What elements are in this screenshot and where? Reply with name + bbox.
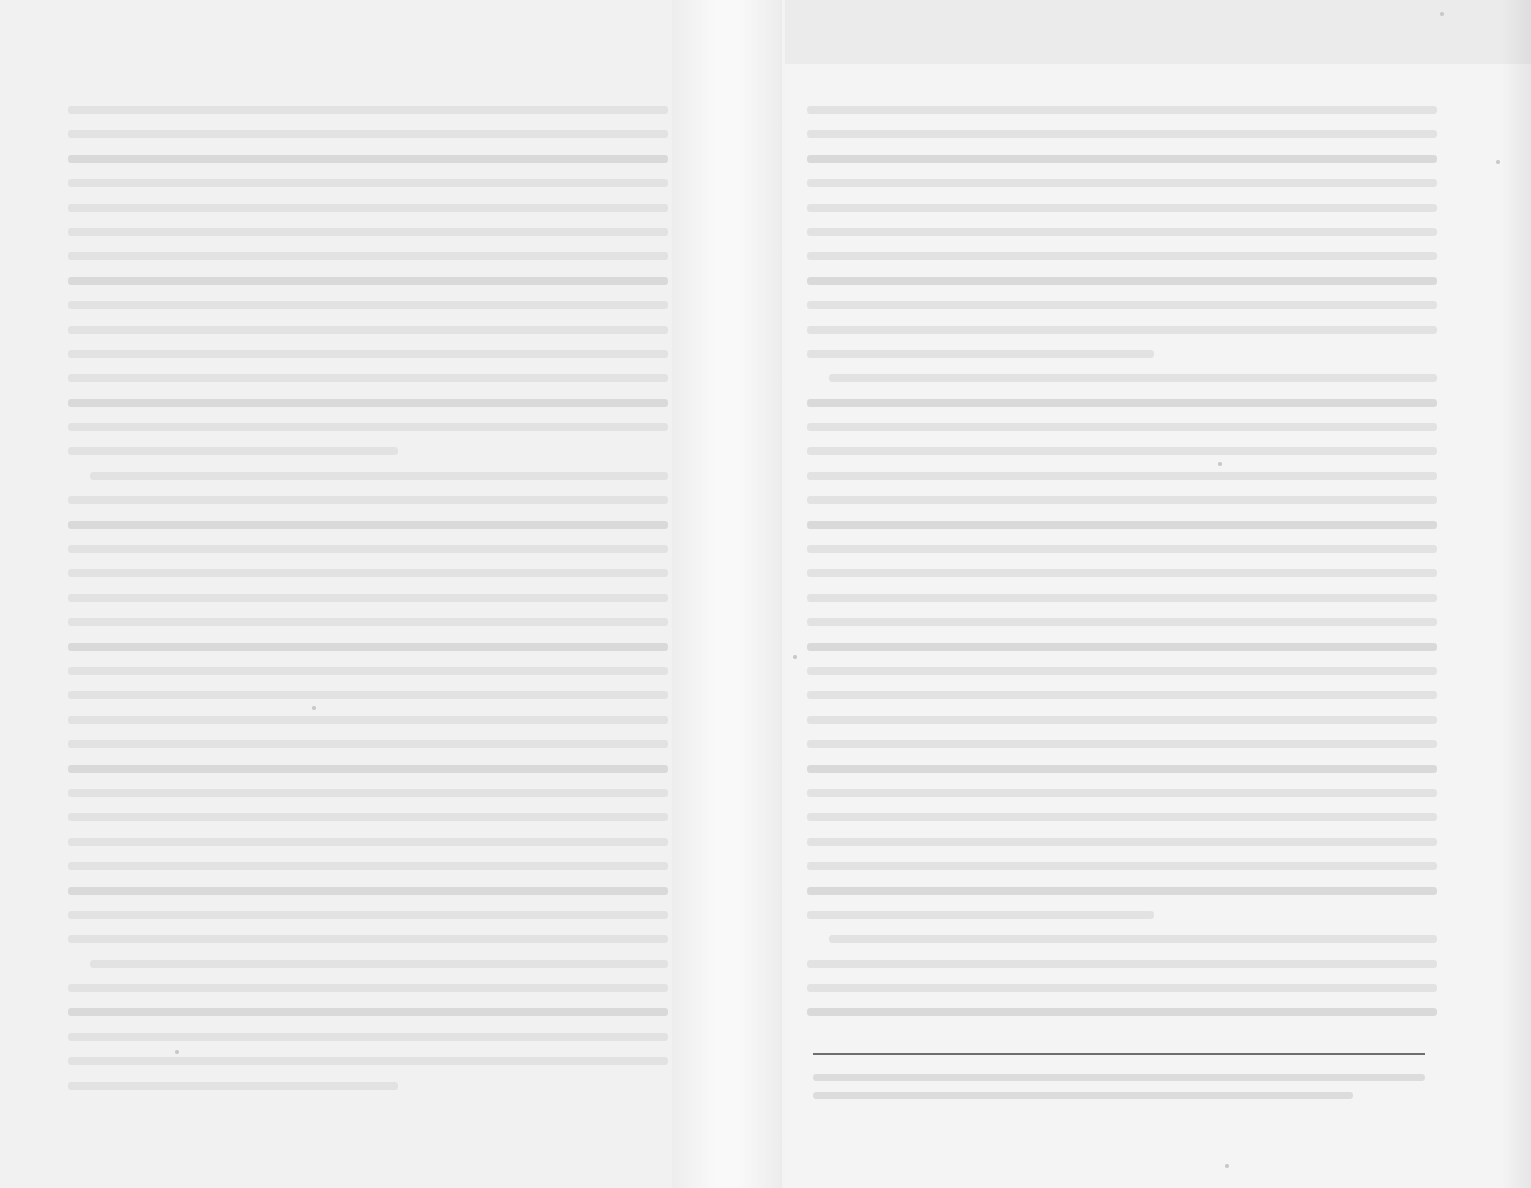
illegible-text	[68, 447, 398, 455]
illegible-text	[829, 374, 1437, 382]
illegible-text	[68, 204, 668, 212]
text-line	[68, 1074, 668, 1098]
scan-speck	[1496, 160, 1500, 164]
text-line	[68, 439, 668, 463]
text-line	[68, 147, 668, 171]
illegible-text	[68, 789, 668, 797]
text-line	[807, 903, 1437, 927]
text-line	[807, 147, 1437, 171]
illegible-text	[90, 472, 668, 480]
text-line	[807, 366, 1437, 390]
illegible-footnote-text	[813, 1074, 1425, 1081]
illegible-text	[68, 179, 668, 187]
illegible-text	[68, 277, 668, 285]
page-edge-shadow	[1501, 0, 1531, 1188]
text-line	[68, 732, 668, 756]
text-line	[68, 708, 668, 732]
illegible-text	[807, 496, 1437, 504]
right-page	[785, 0, 1531, 1188]
illegible-text	[68, 935, 668, 943]
scan-speck	[312, 706, 316, 710]
scan-speck	[1218, 462, 1222, 466]
illegible-text	[68, 813, 668, 821]
text-line	[807, 976, 1437, 1000]
illegible-text	[807, 447, 1437, 455]
illegible-text	[68, 862, 668, 870]
illegible-text	[68, 252, 668, 260]
illegible-text	[807, 521, 1437, 529]
text-line	[807, 293, 1437, 317]
text-line	[807, 586, 1437, 610]
text-line	[807, 781, 1437, 805]
illegible-text	[807, 838, 1437, 846]
scan-speck	[175, 1050, 179, 1054]
text-line	[68, 952, 668, 976]
text-line	[807, 98, 1437, 122]
text-line	[68, 659, 668, 683]
text-line	[807, 708, 1437, 732]
text-line	[68, 342, 668, 366]
right-page-body-text	[807, 98, 1437, 1025]
text-line	[68, 391, 668, 415]
illegible-text	[807, 1008, 1437, 1016]
text-line	[68, 586, 668, 610]
text-line	[68, 757, 668, 781]
text-line	[807, 805, 1437, 829]
left-page	[0, 0, 675, 1188]
illegible-text	[807, 472, 1437, 480]
text-line	[807, 269, 1437, 293]
illegible-text	[68, 106, 668, 114]
illegible-text	[807, 204, 1437, 212]
text-line	[807, 488, 1437, 512]
text-line	[807, 220, 1437, 244]
text-line	[807, 391, 1437, 415]
text-line	[68, 927, 668, 951]
right-page-top-band	[785, 0, 1531, 64]
illegible-text	[807, 765, 1437, 773]
illegible-text	[807, 740, 1437, 748]
text-line	[807, 318, 1437, 342]
text-line	[68, 98, 668, 122]
text-line	[807, 635, 1437, 659]
illegible-text	[68, 1057, 668, 1065]
illegible-text	[68, 496, 668, 504]
text-line	[68, 488, 668, 512]
illegible-text	[68, 740, 668, 748]
scan-speck	[1225, 1164, 1229, 1168]
text-line	[68, 269, 668, 293]
illegible-text	[68, 350, 668, 358]
illegible-text	[807, 252, 1437, 260]
illegible-text	[807, 130, 1437, 138]
text-line	[807, 342, 1437, 366]
illegible-text	[807, 545, 1437, 553]
illegible-text	[807, 862, 1437, 870]
illegible-text	[68, 911, 668, 919]
text-line	[807, 830, 1437, 854]
illegible-text	[68, 155, 668, 163]
illegible-text	[68, 667, 668, 675]
illegible-text	[807, 277, 1437, 285]
text-line	[68, 220, 668, 244]
illegible-text	[807, 960, 1437, 968]
text-line	[807, 464, 1437, 488]
illegible-text	[68, 130, 668, 138]
text-line	[68, 1025, 668, 1049]
illegible-text	[68, 618, 668, 626]
text-line	[807, 952, 1437, 976]
illegible-text	[90, 960, 668, 968]
text-line	[68, 805, 668, 829]
book-gutter	[672, 0, 782, 1188]
illegible-text	[68, 521, 668, 529]
text-line	[807, 683, 1437, 707]
illegible-text	[68, 643, 668, 651]
text-line	[68, 683, 668, 707]
text-line	[807, 415, 1437, 439]
illegible-text	[68, 545, 668, 553]
text-line	[68, 635, 668, 659]
illegible-text	[807, 179, 1437, 187]
illegible-text	[807, 813, 1437, 821]
illegible-text	[807, 984, 1437, 992]
illegible-text	[68, 423, 668, 431]
illegible-text	[68, 1082, 398, 1090]
text-line	[68, 513, 668, 537]
text-line	[807, 659, 1437, 683]
text-line	[68, 854, 668, 878]
illegible-text	[68, 838, 668, 846]
illegible-text	[68, 765, 668, 773]
illegible-text	[68, 301, 668, 309]
illegible-text	[807, 301, 1437, 309]
text-line	[68, 244, 668, 268]
text-line	[68, 122, 668, 146]
illegible-footnote-text	[813, 1092, 1353, 1099]
footnote-line	[813, 1068, 1425, 1086]
illegible-text	[68, 569, 668, 577]
illegible-text	[68, 374, 668, 382]
illegible-text	[68, 984, 668, 992]
text-line	[68, 171, 668, 195]
illegible-text	[68, 326, 668, 334]
text-line	[807, 732, 1437, 756]
illegible-text	[807, 789, 1437, 797]
illegible-text	[807, 691, 1437, 699]
text-line	[807, 513, 1437, 537]
text-line	[807, 171, 1437, 195]
text-line	[807, 854, 1437, 878]
text-line	[68, 415, 668, 439]
text-line	[807, 1000, 1437, 1024]
illegible-text	[68, 887, 668, 895]
text-line	[68, 610, 668, 634]
text-line	[68, 781, 668, 805]
text-line	[68, 903, 668, 927]
illegible-text	[68, 691, 668, 699]
illegible-text	[68, 716, 668, 724]
illegible-text	[68, 594, 668, 602]
illegible-text	[807, 155, 1437, 163]
illegible-text	[807, 399, 1437, 407]
text-line	[807, 610, 1437, 634]
illegible-text	[807, 667, 1437, 675]
text-line	[68, 537, 668, 561]
text-line	[68, 318, 668, 342]
text-line	[807, 537, 1437, 561]
text-line	[68, 879, 668, 903]
text-line	[807, 122, 1437, 146]
text-line	[807, 879, 1437, 903]
illegible-text	[807, 569, 1437, 577]
illegible-text	[807, 350, 1154, 358]
text-line	[807, 927, 1437, 951]
text-line	[807, 757, 1437, 781]
text-line	[68, 293, 668, 317]
illegible-text	[807, 228, 1437, 236]
text-line	[807, 561, 1437, 585]
text-line	[807, 244, 1437, 268]
text-line	[68, 464, 668, 488]
text-line	[68, 196, 668, 220]
text-line	[807, 196, 1437, 220]
illegible-text	[68, 399, 668, 407]
left-page-body-text	[68, 98, 668, 1098]
footnote-text	[813, 1068, 1425, 1104]
illegible-text	[807, 594, 1437, 602]
illegible-text	[829, 935, 1437, 943]
illegible-text	[68, 228, 668, 236]
illegible-text	[807, 423, 1437, 431]
illegible-text	[807, 326, 1437, 334]
text-line	[68, 1000, 668, 1024]
illegible-text	[807, 106, 1437, 114]
text-line	[68, 366, 668, 390]
scan-speck	[1440, 12, 1444, 16]
illegible-text	[807, 643, 1437, 651]
illegible-text	[807, 618, 1437, 626]
footnote-rule	[813, 1053, 1425, 1055]
illegible-text	[807, 911, 1154, 919]
illegible-text	[807, 716, 1437, 724]
text-line	[68, 976, 668, 1000]
illegible-text	[68, 1008, 668, 1016]
text-line	[68, 830, 668, 854]
illegible-text	[807, 887, 1437, 895]
footnote-line	[813, 1086, 1425, 1104]
illegible-text	[68, 1033, 668, 1041]
text-line	[68, 561, 668, 585]
text-line	[807, 439, 1437, 463]
text-line	[68, 1049, 668, 1073]
scan-speck	[793, 655, 797, 659]
